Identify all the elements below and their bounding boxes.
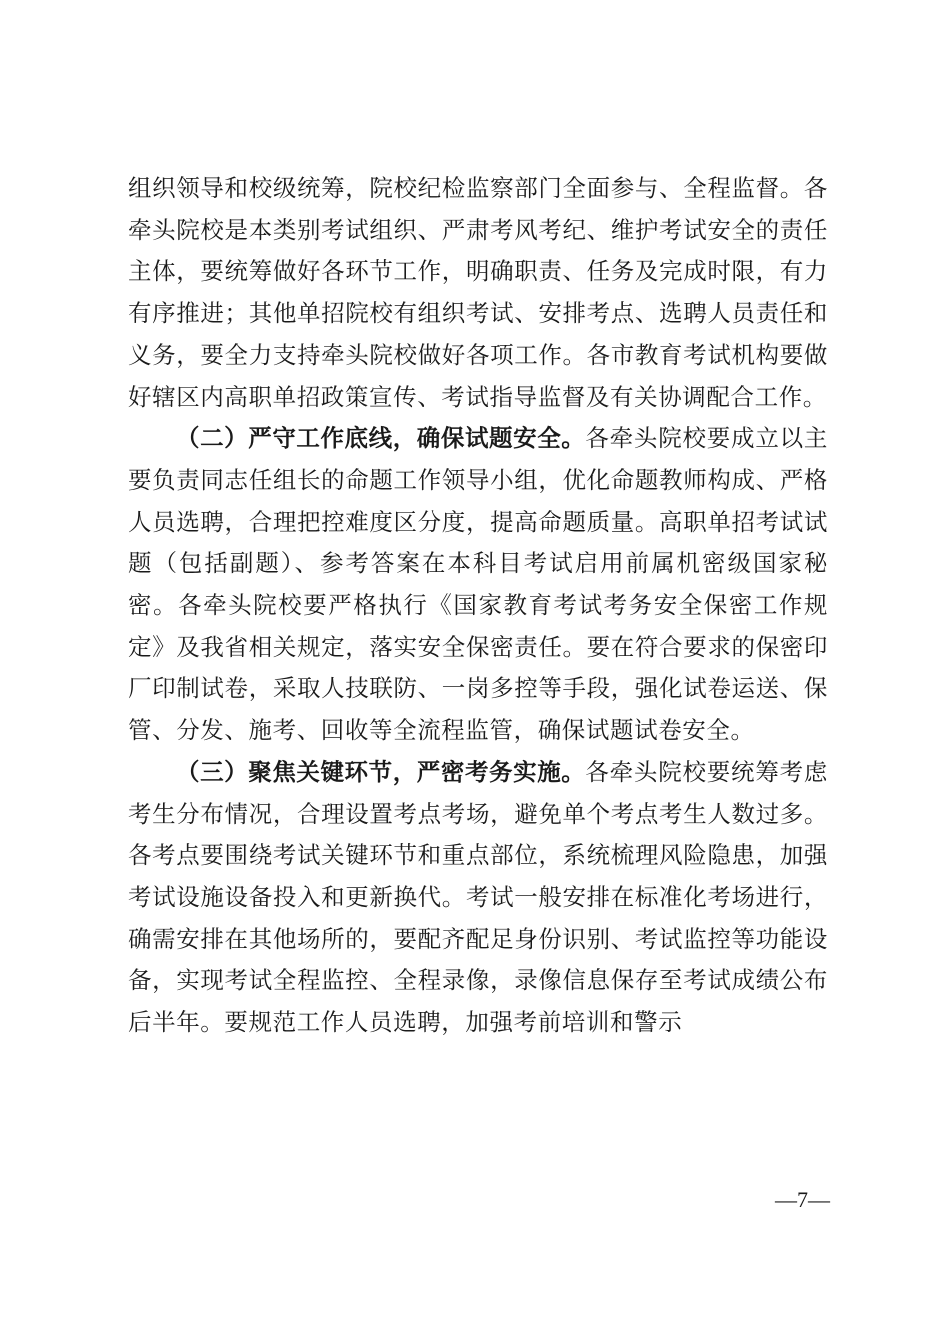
paragraph-3 — [128, 752, 828, 1044]
paragraph-3-text: 各牵头院校要统筹考虑考生分布情况，合理设置考点考场，避免单个考点考生人数过多。各考点要围绕考试关键环节和重点部位，系统梳理风险隐患，加强考试设施设备投入和更新换代。考试一般安排在标准化考场进行，确需安排在其他场所的，要配齐配足身份识别、考试监控等功能设备，实现考试全程监控、全程录像，录像信息保存至考试成绩公布后半年。要规范工作人员选聘，加强考前培训和警示 — [128, 757, 828, 1037]
paragraph-1-text: 组织领导和校级统筹，院校纪检监察部门全面参与、全程监督。各牵头院校是本类别考试组织、严肃考风考纪、维护考试安全的责任主体，要统筹做好各环节工作，明确职责、任务及完成时限，有力有序推进；其他单招院校有组织考试、安排考点、选聘人员责任和义务，要全力支持牵头院校做好各项工作。各市教育考试机构要做好辖区内高职单招政策宣传、考试指导监督及有关协调配合工作。 — [128, 174, 828, 411]
paragraph-2-text: 各牵头院校要成立以主要负责同志任组长的命题工作领导小组，优化命题教师构成、严格人员选聘，合理把控难度区分度，提高命题质量。高职单招考试试题（包括副题）、参考答案在本科目考试启用前属机密级国家秘密。各牵头院校要严格执行《国家教育考试考务安全保密工作规定》及我省相关规定，落实安全保密责任。要在符合要求的保密印厂印制试卷，采取人技联防、一岗多控等手段，强化试卷运送、保管、分发、施考、回收等全流程监管，确保试题试卷安全。 — [128, 424, 828, 745]
page-number: —7— — [775, 1187, 830, 1212]
section-heading-2: （二）严守工作底线，确保试题安全。 — [176, 424, 586, 453]
paragraph-2 — [128, 418, 828, 752]
paragraph-1 — [128, 168, 828, 418]
document-body — [128, 168, 828, 1044]
section-heading-3: （三）聚焦关键环节，严密考务实施。 — [176, 757, 586, 786]
